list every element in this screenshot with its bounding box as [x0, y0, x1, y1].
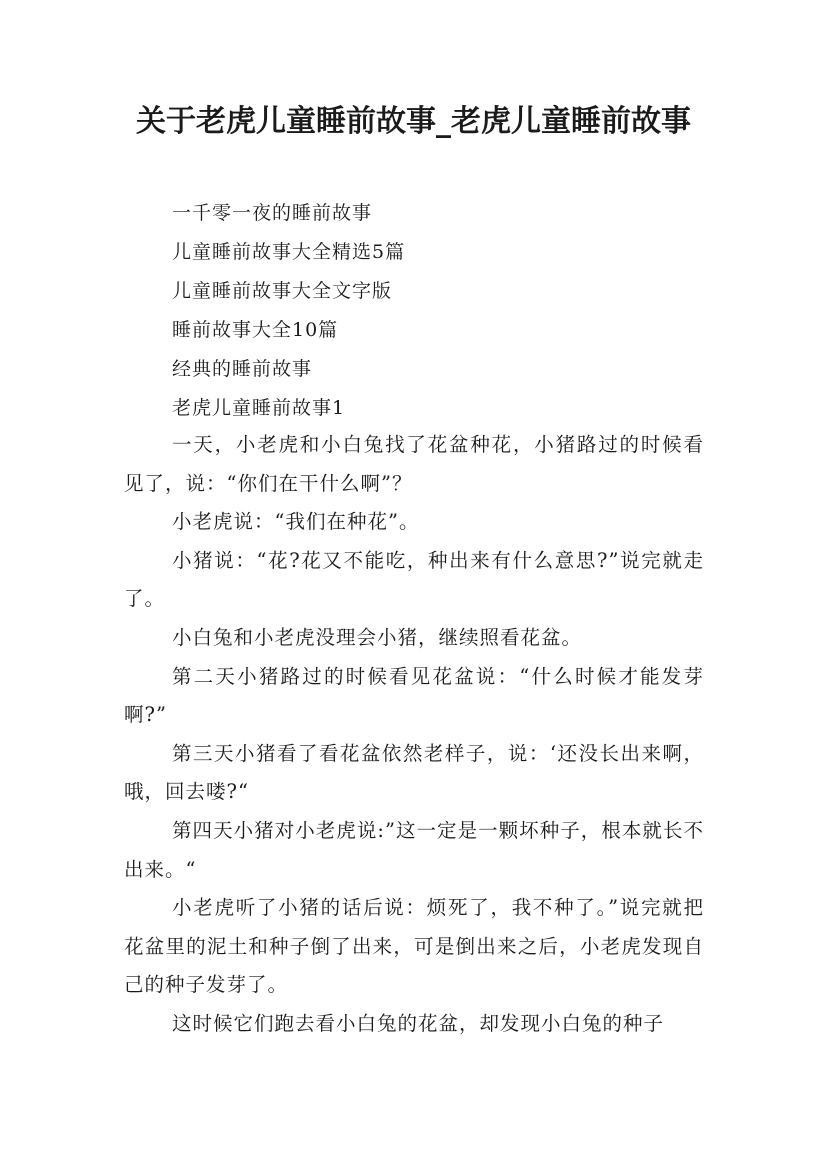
toc-item: 一千零一夜的睡前故事	[172, 202, 373, 224]
toc-item: 睡前故事大全10篇	[172, 319, 339, 341]
document-title: 关于老虎儿童睡前故事_老虎儿童睡前故事	[136, 104, 691, 139]
toc-item: 儿童睡前故事大全文字版	[172, 280, 393, 302]
toc-item: 老虎儿童睡前故事1	[172, 397, 346, 419]
story-paragraph: 一天，小老虎和小白兔找了花盆种花，小猪路过的时候看见了，说：“你们在干什么啊”？	[124, 433, 704, 495]
toc-item: 经典的睡前故事	[172, 358, 313, 380]
story-paragraph: 小老虎听了小猪的话后说：烦死了，我不种了。”说完就把花盆里的泥土和种子倒了出来，可是倒出来之后，小老虎发现自己的种子发芽了。	[124, 896, 704, 997]
story-paragraph: 这时候它们跑去看小白兔的花盆，却发现小白兔的种子	[172, 1011, 665, 1035]
story-paragraph: 小老虎说：“我们在种花”。	[172, 510, 420, 534]
story-body	[124, 426, 704, 1044]
table-of-contents	[172, 194, 405, 428]
story-paragraph: 第四天小猪对小老虎说:”这一定是一颗坏种子，根本就长不出来。“	[124, 818, 704, 881]
story-paragraph: 小白兔和小老虎没理会小猪，继续照看花盆。	[172, 625, 583, 649]
story-paragraph: 第三天小猪看了看花盆依然老样子，说：‘还没长出来啊，哦，回去喽?“	[124, 741, 704, 804]
toc-item: 儿童睡前故事大全精选5篇	[172, 241, 406, 263]
story-paragraph: 小猪说：“花?花又不能吃，种出来有什么意思?”说完就走了。	[124, 548, 704, 611]
story-paragraph: 第二天小猪路过的时候看见花盆说：“什么时候才能发芽啊?”	[124, 664, 704, 727]
